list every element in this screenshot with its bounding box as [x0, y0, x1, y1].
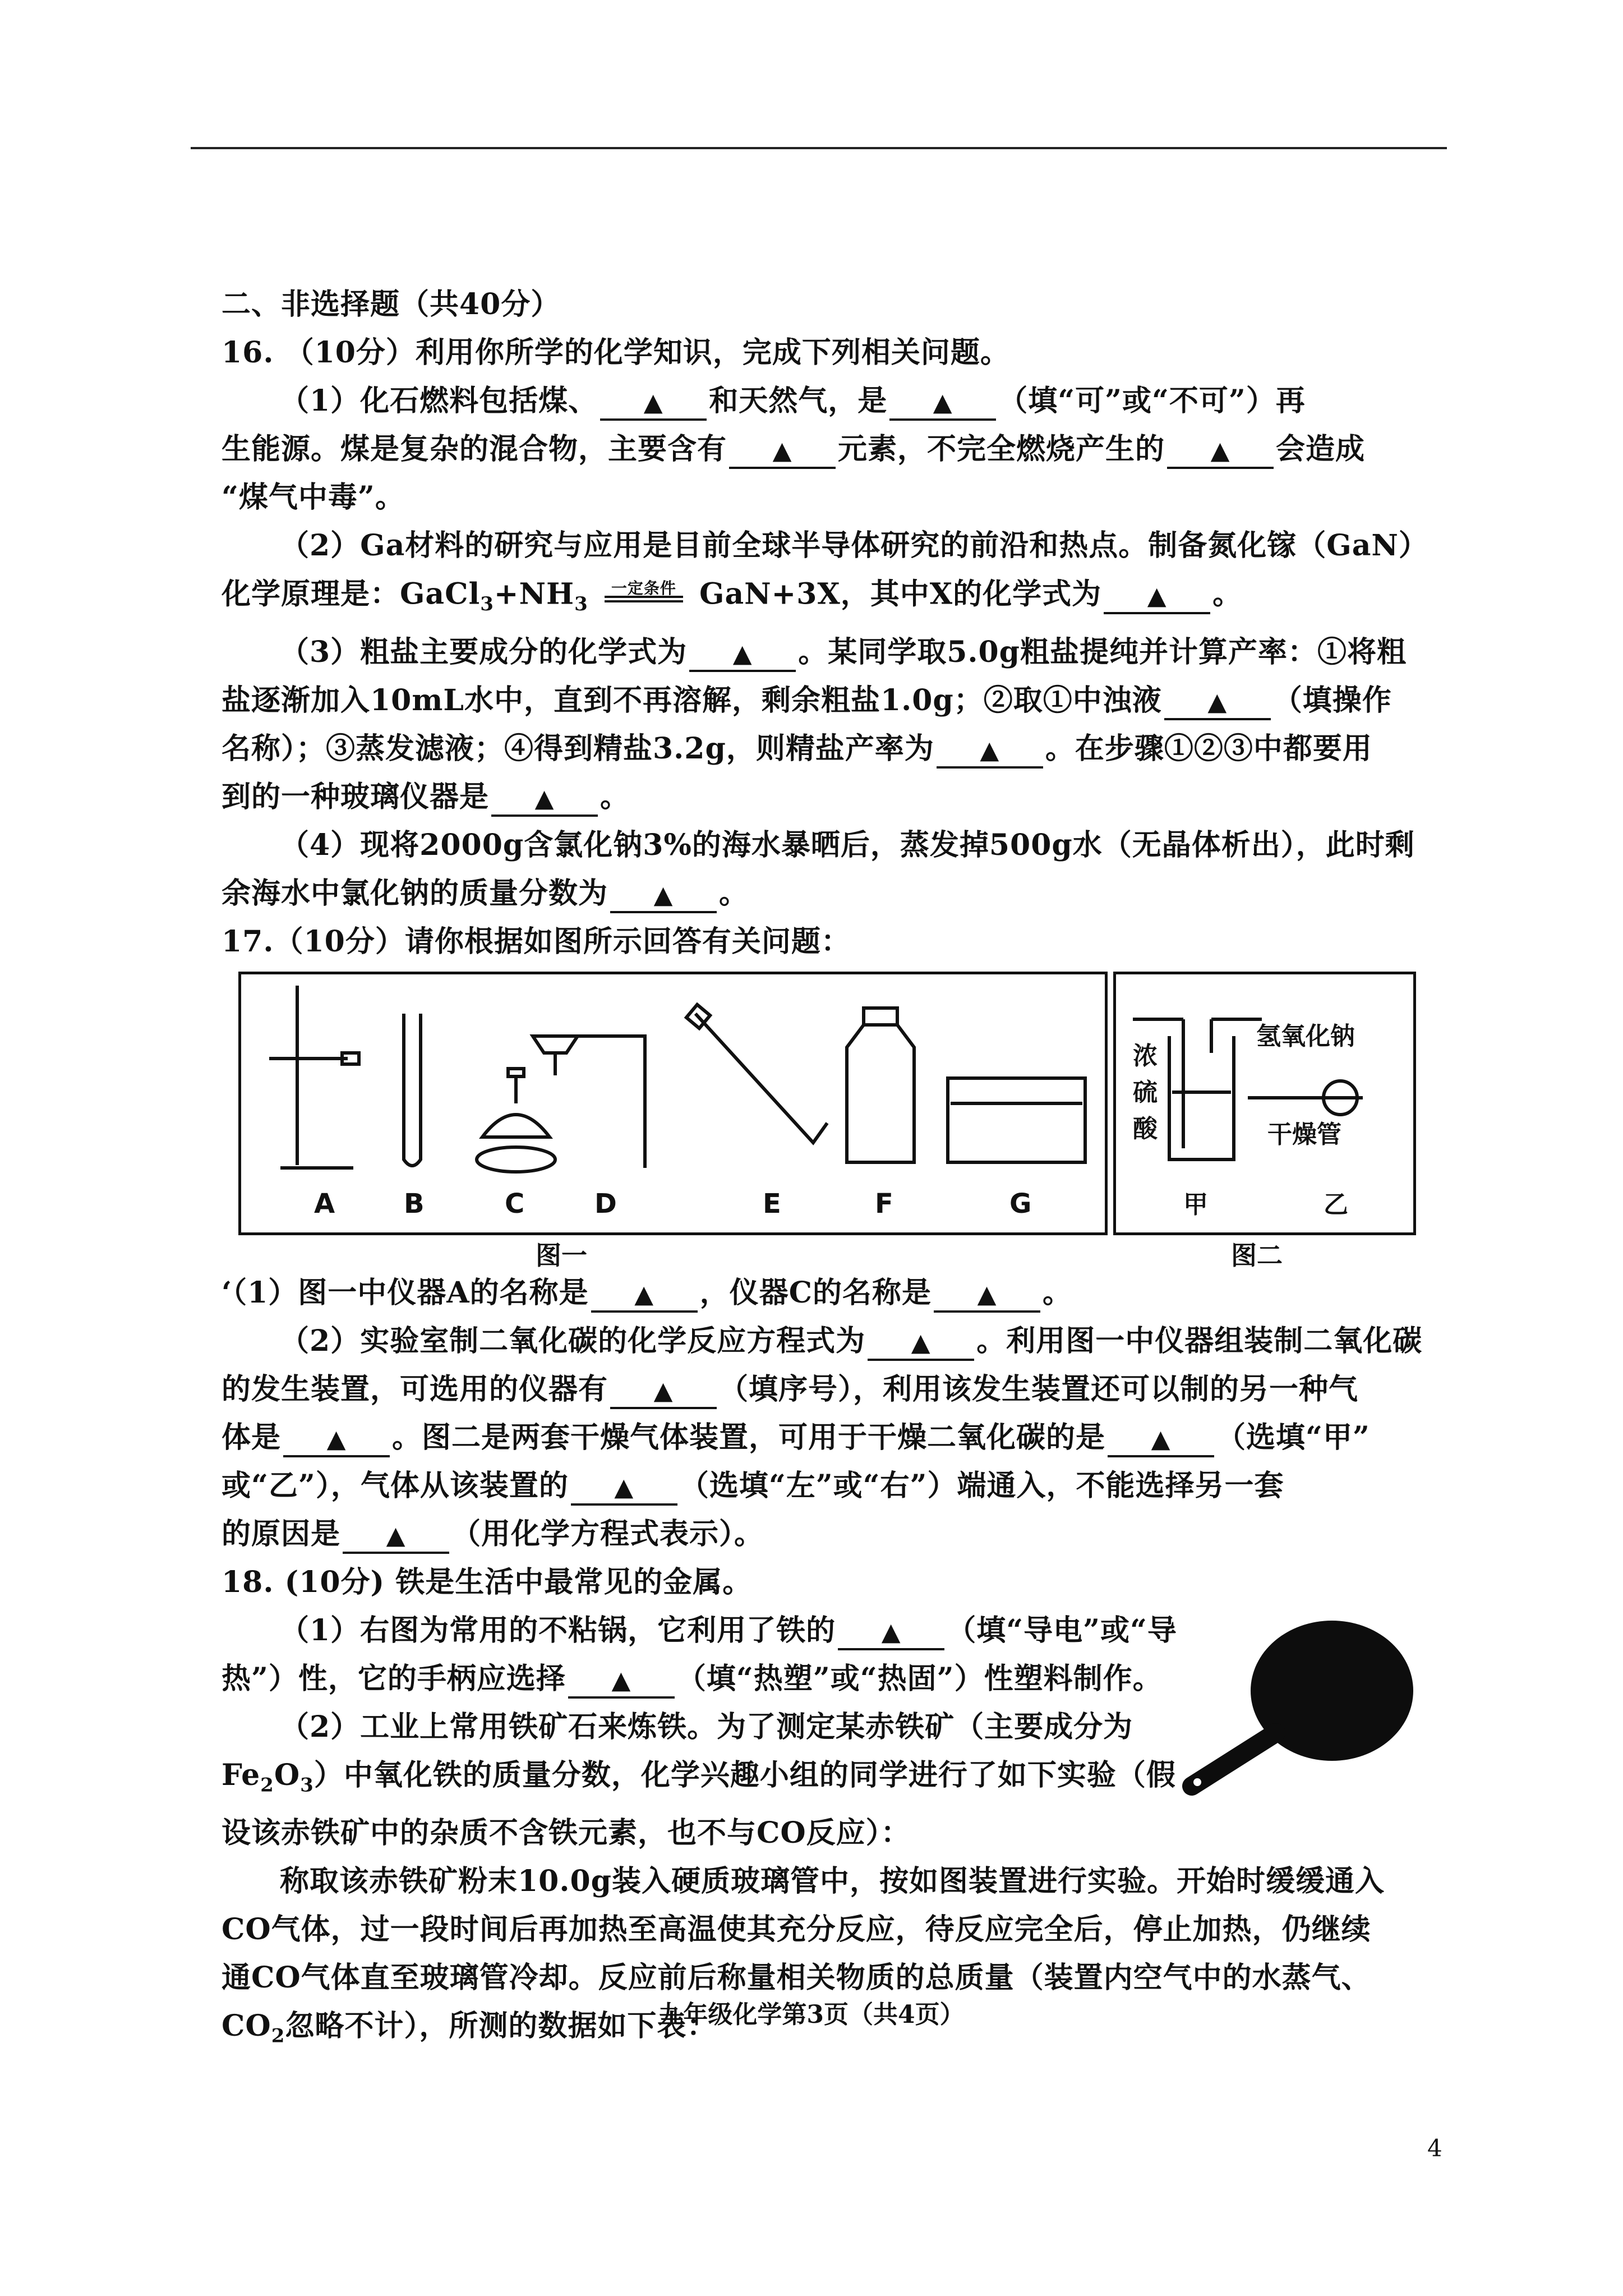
- q16-p3-line3: 名称）；③蒸发滤液；④得到精盐3.2g，则精盐产率为 ▲ 。在步骤①②③中都要用: [222, 725, 1405, 773]
- answer-blank[interactable]: ▲: [838, 1615, 944, 1650]
- fig1-label-f: F: [875, 1188, 893, 1220]
- q16-p2-line2: 化学原理是：$GaCl_3+NH_3$ $^{一定条件}$ GaN+3X，其中X的化学式为 ▲ 。: [222, 570, 1405, 628]
- drying-apparatus-drawing: [1116, 974, 1413, 1232]
- answer-blank[interactable]: ▲: [889, 385, 996, 421]
- answer-blank[interactable]: ▲: [1164, 685, 1271, 720]
- answer-blank[interactable]: ▲: [571, 1470, 677, 1506]
- q18-title: 18. (10分) 铁是生活中最常见的金属。: [222, 1565, 753, 1599]
- figure-one-apparatus: [238, 972, 1108, 1235]
- fig2-label-jia: 甲: [1183, 1190, 1208, 1219]
- q17-p2-line5: 的原因是 ▲ （用化学方程式表示）。: [222, 1510, 1405, 1558]
- fig1-label-d: D: [594, 1188, 617, 1220]
- fig1-label-a: A: [314, 1188, 335, 1220]
- fig1-label-g: G: [1009, 1188, 1032, 1220]
- answer-blank[interactable]: ▲: [610, 1374, 717, 1409]
- acid-char-2: 硫: [1133, 1078, 1158, 1107]
- q18-p3-line4: $CO_2$忽略不计），所测的数据如下表：: [222, 2009, 717, 2047]
- frying-pan-image: [1181, 1612, 1416, 1797]
- page-footer: 九年级化学第3页（共4页）: [658, 2000, 965, 2029]
- answer-blank[interactable]: ▲: [1108, 1422, 1214, 1457]
- q17-p2-line4: 或“乙”），气体从该装置的 ▲ （选填“左”或“右”）端通入，不能选择另一套: [222, 1462, 1405, 1510]
- answer-blank[interactable]: ▲: [1167, 434, 1274, 469]
- q17-p2-line1: （2）实验室制二氧化碳的化学反应方程式为 ▲ 。利用图一中仪器组装制二氧化碳: [222, 1317, 1405, 1365]
- answer-blank[interactable]: ▲: [689, 637, 796, 672]
- section-title: 二、非选择题（共40分）: [222, 287, 561, 321]
- q17-title: 17.（10分）请你根据如图所示回答有关问题：: [222, 924, 851, 959]
- answer-blank[interactable]: ▲: [600, 385, 707, 421]
- q18-pan-block: [222, 1607, 1405, 1857]
- q17-p2-line3: 体是 ▲ 。图二是两套干燥气体装置，可用于干燥二氧化碳的是 ▲ （选填“甲”: [222, 1414, 1405, 1462]
- apparatus-figures: [222, 972, 1405, 1271]
- q18-p2-line3: 设该赤铁矿中的杂质不含铁元素，也不与CO反应）：: [222, 1816, 911, 1851]
- reaction-condition-arrow: 一定条件: [599, 570, 689, 623]
- naoh-label: 氢氧化钠: [1256, 1022, 1355, 1051]
- answer-blank[interactable]: ▲: [937, 733, 1043, 769]
- fig1-label-c: C: [505, 1188, 525, 1220]
- q16-title: 16. （10分）利用你所学的化学知识，完成下列相关问题。: [222, 335, 1010, 370]
- acid-char-1: 浓: [1133, 1041, 1158, 1070]
- answer-blank[interactable]: ▲: [491, 781, 598, 817]
- answer-blank[interactable]: ▲: [729, 434, 836, 469]
- figure-two-drying-apparatus: [1113, 972, 1416, 1235]
- q16-p4-line1: （4）现将2000g含氯化钠3%的海水暴晒后，蒸发掉500g水（无晶体析出），此时剩: [280, 827, 1415, 862]
- fig2-label-yi: 乙: [1324, 1190, 1348, 1219]
- answer-blank[interactable]: ▲: [283, 1422, 390, 1457]
- answer-blank[interactable]: ▲: [610, 878, 717, 913]
- answer-blank[interactable]: ▲: [568, 1663, 675, 1699]
- answer-blank[interactable]: ▲: [868, 1326, 974, 1361]
- exam-content: [222, 280, 1428, 2060]
- fig1-label-e: E: [763, 1188, 781, 1220]
- q18-p3-line2: CO气体，过一段时间后再加热至高温使其充分反应，待反应完全后，停止加热，仍继续: [222, 1912, 1371, 1947]
- figure-two-caption: 图二: [1231, 1240, 1283, 1271]
- answer-blank[interactable]: ▲: [591, 1277, 698, 1313]
- q18-p1-line2: 热”）性，它的手柄应选择 ▲ （填“热塑”或“热固”）性塑料制作。: [222, 1655, 1405, 1703]
- acid-char-3: 酸: [1133, 1114, 1158, 1143]
- q16-p1-line1: （1）化石燃料包括煤、 ▲ 和天然气，是 ▲ （填“可”或“不可”）再: [222, 377, 1405, 425]
- q18-p2-line1: （2）工业上常用铁矿石来炼铁。为了测定某赤铁矿（主要成分为: [280, 1709, 1133, 1744]
- q17-p1: ‘（1）图一中仪器A的名称是 ▲ ，仪器C的名称是 ▲ 。: [222, 1269, 1405, 1317]
- answer-blank[interactable]: ▲: [343, 1519, 449, 1554]
- q16-p3-line1: （3）粗盐主要成分的化学式为 ▲ 。某同学取5.0g粗盐提纯并计算产率：①将粗: [222, 628, 1405, 677]
- drying-tube-label: 干燥管: [1267, 1120, 1341, 1149]
- figure-one-caption: 图一: [536, 1240, 587, 1271]
- q16-p4-line2: 余海水中氯化钠的质量分数为 ▲ 。: [222, 869, 1405, 918]
- top-rule: [191, 147, 1447, 149]
- q18-p2-line2: $Fe_2O_3$）中氧化铁的质量分数，化学兴趣小组的同学进行了如下实验（假: [222, 1757, 1176, 1797]
- q16-p3-line4: 到的一种玻璃仪器是 ▲ 。: [222, 773, 1405, 821]
- page-number: 4: [1427, 2134, 1442, 2162]
- apparatus-drawing: [241, 974, 1105, 1232]
- q16-p2-line1: （2）Ga材料的研究与应用是目前全球半导体研究的前沿和热点。制备氮化镓（GaN）: [280, 528, 1428, 563]
- answer-blank[interactable]: ▲: [934, 1277, 1040, 1313]
- fig1-label-b: B: [404, 1188, 425, 1220]
- q18-p3-line1: 称取该赤铁矿粉末10.0g装入硬质玻璃管中，按如图装置进行实验。开始时缓缓通入: [280, 1864, 1385, 1899]
- q18-p3-line3: 通CO气体直至玻璃管冷却。反应前后称量相关物质的总质量（装置内空气中的水蒸气、: [222, 1961, 1371, 1995]
- answer-blank[interactable]: ▲: [1104, 579, 1210, 614]
- q16-p3-line2: 盐逐渐加入10mL水中，直到不再溶解，剩余粗盐1.0g；②取①中浊液 ▲ （填操作: [222, 677, 1405, 725]
- q17-p2-line2: 的发生装置，可选用的仪器有 ▲ （填序号），利用该发生装置还可以制的另一种气: [222, 1365, 1405, 1414]
- q18-p1-line1: （1）右图为常用的不粘锅，它利用了铁的 ▲ （填“导电”或“导: [222, 1607, 1405, 1655]
- q16-p1-line2: 生能源。煤是复杂的混合物，主要含有 ▲ 元素，不完全燃烧产生的 ▲ 会造成: [222, 425, 1405, 473]
- q16-p1-line3: “煤气中毒”。: [222, 480, 405, 514]
